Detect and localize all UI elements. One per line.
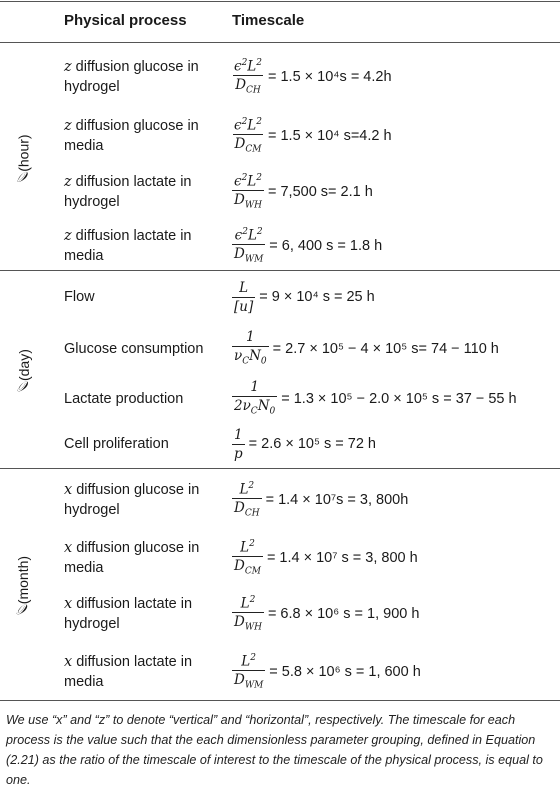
timescale-fraction bbox=[232, 224, 265, 268]
timescale-value: = 2.7 × 10⁵ − 4 × 10⁵ s= 74 − 110 h bbox=[272, 341, 499, 357]
fraction-denominator: [u] bbox=[234, 298, 254, 315]
fraction-denominator: $D_{CM}$ bbox=[232, 556, 263, 580]
table-row bbox=[0, 164, 560, 220]
axis-variable: x bbox=[64, 540, 73, 556]
fraction-numerator: 1 bbox=[246, 328, 255, 345]
timescale-cell bbox=[232, 118, 392, 154]
timescale-fraction bbox=[232, 592, 264, 636]
fraction-numerator: $L^2$ bbox=[240, 594, 256, 612]
order-symbol: 𝒪 bbox=[20, 167, 29, 184]
group-separator bbox=[0, 270, 560, 271]
timescale-fraction bbox=[232, 114, 264, 158]
table-row bbox=[0, 530, 560, 586]
process-cell bbox=[64, 434, 224, 454]
timescale-value: = 1.5 × 10⁴ s=4.2 h bbox=[268, 128, 392, 144]
timescale-cell bbox=[232, 174, 373, 210]
process-text: diffusion lactate in hydrogel bbox=[64, 596, 193, 632]
process-text: diffusion glucose in hydrogel bbox=[64, 482, 200, 518]
axis-variable: z bbox=[64, 59, 72, 75]
process-text: diffusion glucose in media bbox=[64, 540, 200, 576]
process-cell bbox=[64, 652, 224, 692]
process-cell bbox=[64, 226, 224, 266]
timescale-fraction bbox=[232, 280, 255, 315]
process-text: diffusion lactate in hydrogel bbox=[64, 174, 192, 210]
table-row bbox=[0, 322, 560, 376]
process-text: Lactate production bbox=[64, 391, 184, 407]
group-separator bbox=[0, 700, 560, 701]
process-text: diffusion lactate in media bbox=[64, 654, 193, 690]
fraction-denominator: $D_{CH}$ bbox=[233, 75, 263, 99]
fraction-denominator: $D_{CH}$ bbox=[232, 498, 262, 522]
order-text: (month) bbox=[15, 555, 32, 604]
order-symbol: 𝒪 bbox=[20, 600, 29, 617]
axis-variable: z bbox=[64, 118, 72, 134]
timescale-value: = 7,500 s= 2.1 h bbox=[268, 184, 373, 200]
timescale-fraction bbox=[232, 329, 269, 370]
table-row bbox=[0, 272, 560, 322]
table-row bbox=[0, 46, 560, 108]
axis-variable: x bbox=[64, 654, 73, 670]
fraction-numerator: 1 bbox=[234, 426, 243, 443]
process-text: diffusion lactate in media bbox=[64, 228, 192, 264]
axis-variable: z bbox=[64, 174, 72, 190]
timescale-value: = 1.4 × 10⁷s = 3, 800h bbox=[265, 492, 409, 508]
table-row bbox=[0, 642, 560, 702]
fraction-numerator: $\epsilon^2L^2$ bbox=[234, 226, 263, 244]
timescale-fraction bbox=[232, 478, 262, 522]
fraction-denominator: $2\nu_CN_0$ bbox=[232, 396, 277, 420]
table-row bbox=[0, 586, 560, 642]
table-row bbox=[0, 220, 560, 272]
fraction-denominator: $D_{WH}$ bbox=[232, 612, 264, 636]
fraction-numerator: $L^2$ bbox=[241, 652, 256, 670]
timescale-fraction bbox=[232, 379, 277, 420]
table-row bbox=[0, 376, 560, 422]
timescale-cell bbox=[232, 228, 382, 264]
process-cell bbox=[64, 538, 224, 578]
timescale-fraction bbox=[232, 650, 265, 694]
timescale-value: = 1.4 × 10⁷ s = 3, 800 h bbox=[266, 550, 418, 566]
timescale-cell bbox=[232, 378, 517, 417]
fraction-numerator: L bbox=[239, 279, 249, 296]
timescale-cell bbox=[232, 328, 499, 367]
fraction-denominator: $D_{WH}$ bbox=[232, 190, 264, 214]
process-cell bbox=[64, 389, 224, 409]
process-cell bbox=[64, 480, 224, 520]
fraction-numerator: $\epsilon^2L^2$ bbox=[234, 57, 262, 75]
fraction-denominator: $D_{CM}$ bbox=[233, 134, 264, 158]
table-footnote: We use “x” and “z” to denote “vertical” and “horizontal”, respectively. The timescale for each process is the value such that the each dimensionless parameter grouping, defined in Equation (2.21) as the ratio of the timescale of interest to the timescale of the physical process, is equal to one. bbox=[6, 713, 543, 787]
timescale-fraction bbox=[232, 427, 245, 462]
process-text: Flow bbox=[64, 289, 95, 305]
axis-variable: x bbox=[64, 596, 73, 612]
axis-variable: z bbox=[64, 228, 72, 244]
timescale-cell bbox=[232, 279, 375, 315]
fraction-numerator: 1 bbox=[250, 378, 259, 395]
fraction-denominator: $D_{WM}$ bbox=[232, 670, 265, 694]
process-cell bbox=[64, 116, 224, 156]
timescale-value: = 6.8 × 10⁶ s = 1, 900 h bbox=[267, 606, 420, 622]
header-rule bbox=[0, 42, 560, 43]
timescale-fraction bbox=[232, 536, 263, 580]
timescale-cell bbox=[232, 59, 392, 95]
timescale-value: = 9 × 10⁴ s = 25 h bbox=[259, 289, 375, 305]
process-cell bbox=[64, 594, 224, 634]
order-text: (day) bbox=[15, 348, 32, 381]
order-text: (hour) bbox=[15, 133, 32, 172]
timescale-value: = 5.8 × 10⁶ s = 1, 600 h bbox=[269, 664, 421, 680]
header-timescale: Timescale bbox=[232, 12, 305, 29]
process-text: Cell proliferation bbox=[64, 436, 169, 452]
fraction-numerator: $L^2$ bbox=[239, 480, 255, 498]
fraction-denominator: $\nu_CN_0$ bbox=[232, 346, 269, 370]
timescale-value: = 1.3 × 10⁵ − 2.0 × 10⁵ s = 37 − 55 h bbox=[281, 391, 517, 407]
table-row bbox=[0, 470, 560, 530]
fraction-numerator: $\epsilon^2L^2$ bbox=[234, 172, 262, 190]
table-row bbox=[0, 108, 560, 164]
fraction-denominator: $D_{WM}$ bbox=[232, 244, 265, 268]
timescale-value: = 2.6 × 10⁵ s = 72 h bbox=[248, 436, 376, 452]
timescale-cell bbox=[232, 426, 376, 462]
table-row bbox=[0, 422, 560, 466]
order-symbol: 𝒪 bbox=[20, 376, 29, 393]
process-text: diffusion glucose in hydrogel bbox=[64, 59, 199, 95]
fraction-denominator: p bbox=[234, 445, 243, 462]
timescale-fraction bbox=[232, 170, 264, 214]
fraction-numerator: $L^2$ bbox=[240, 538, 255, 556]
axis-variable: x bbox=[64, 482, 73, 498]
timescale-cell bbox=[232, 596, 419, 632]
process-cell bbox=[64, 339, 224, 359]
timescale-fraction bbox=[232, 55, 264, 99]
timescale-cell bbox=[232, 654, 421, 690]
header-process: Physical process bbox=[64, 12, 187, 29]
process-cell bbox=[64, 57, 224, 97]
process-text: Glucose consumption bbox=[64, 341, 204, 357]
timescale-cell bbox=[232, 540, 418, 576]
timescale-value: = 1.5 × 10⁴s = 4.2h bbox=[268, 69, 392, 85]
process-cell bbox=[64, 172, 224, 212]
group-separator bbox=[0, 468, 560, 469]
fraction-numerator: $\epsilon^2L^2$ bbox=[234, 116, 262, 134]
timescale-cell bbox=[232, 482, 408, 518]
process-text: diffusion glucose in media bbox=[64, 118, 199, 154]
process-cell bbox=[64, 287, 224, 307]
top-rule bbox=[0, 1, 560, 2]
timescale-value: = 6, 400 s = 1.8 h bbox=[269, 238, 383, 254]
